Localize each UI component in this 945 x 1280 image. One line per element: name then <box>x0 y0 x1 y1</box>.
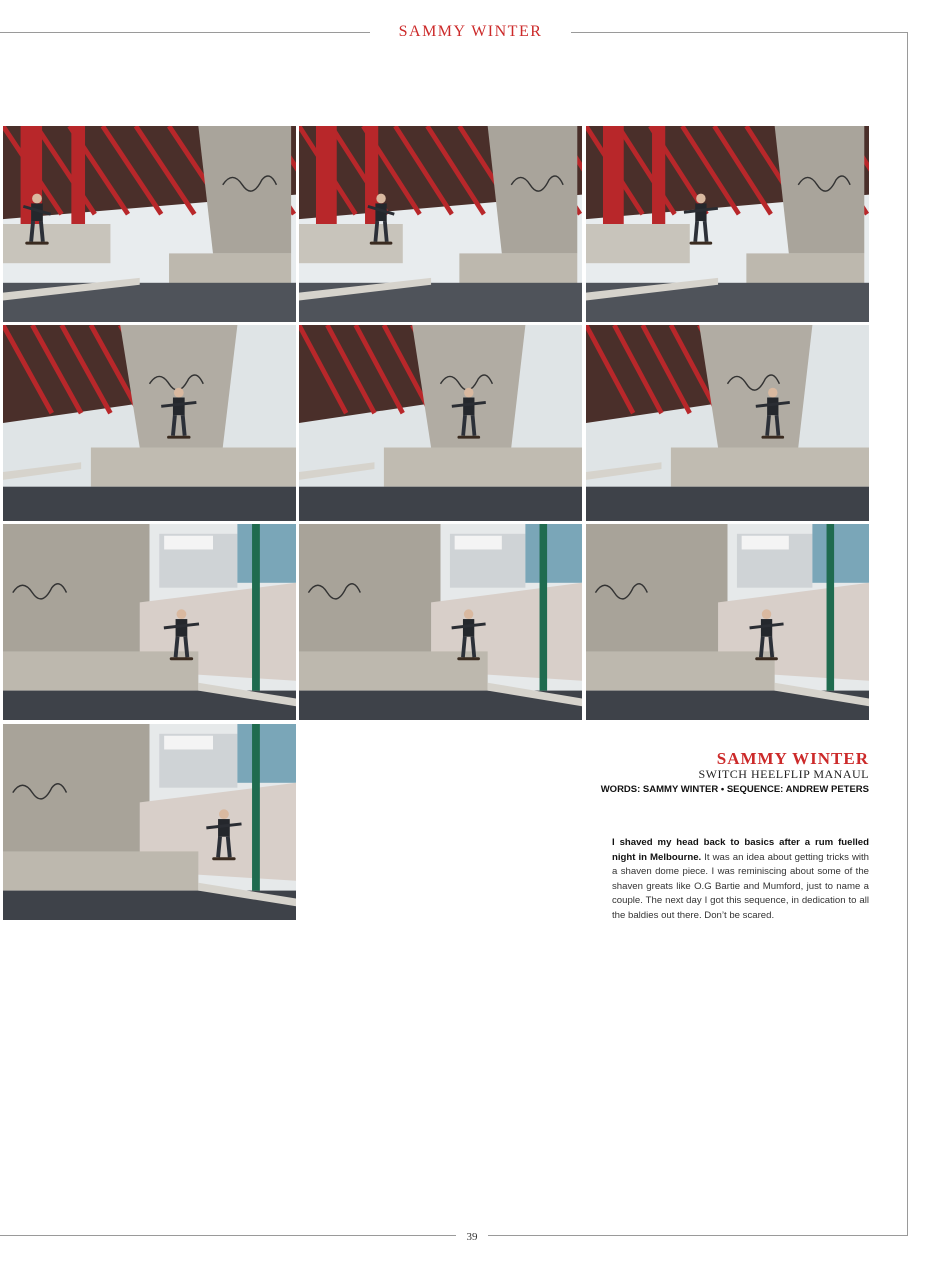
article-credits: WORDS: SAMMY WINTER • SEQUENCE: ANDREW PETERS <box>600 784 869 795</box>
photo-image-1 <box>3 126 296 322</box>
sequence-photo-2 <box>299 126 582 322</box>
photo-image-7 <box>3 524 296 720</box>
photo-image-6 <box>586 325 869 521</box>
article-title: SAMMY WINTER <box>716 749 869 768</box>
photo-image-5 <box>299 325 582 521</box>
sequence-photo-7 <box>3 524 296 720</box>
page-header-title: SAMMY WINTER <box>398 23 543 40</box>
sequence-photo-4 <box>3 325 296 521</box>
sequence-photo-10 <box>3 724 296 920</box>
photo-image-2 <box>299 126 582 322</box>
photo-image-10 <box>3 724 296 920</box>
page-number: 39 <box>466 1231 478 1243</box>
article-body <box>612 836 869 924</box>
footer-rule-right <box>488 1235 908 1236</box>
footer-rule-left <box>0 1235 456 1236</box>
article-body-text: It was an idea about getting tricks with a shaven dome piece. I was reminiscing about some of the shaven greats like O.G Bartie and Mumford, just to name a couple. The next day I got this sequence, in dedication to all the baldies out there. Don’t be scared. <box>612 851 869 921</box>
photo-image-8 <box>299 524 582 720</box>
article-lead: I shaved my head back to basics after a rum fuelled night in Melbourne. <box>612 837 869 863</box>
sequence-photo-5 <box>299 325 582 521</box>
sequence-photo-6 <box>586 325 869 521</box>
sequence-photo-3 <box>586 126 869 322</box>
sequence-photo-1 <box>3 126 296 322</box>
sequence-photo-9 <box>586 524 869 720</box>
article-subtitle: SWITCH HEELFLIP MANAUL <box>698 767 869 781</box>
page-frame-right <box>907 32 908 1236</box>
header-rule-left <box>0 32 370 33</box>
sequence-photo-8 <box>299 524 582 720</box>
photo-image-9 <box>586 524 869 720</box>
photo-image-4 <box>3 325 296 521</box>
header-rule-right <box>571 32 908 33</box>
photo-image-3 <box>586 126 869 322</box>
